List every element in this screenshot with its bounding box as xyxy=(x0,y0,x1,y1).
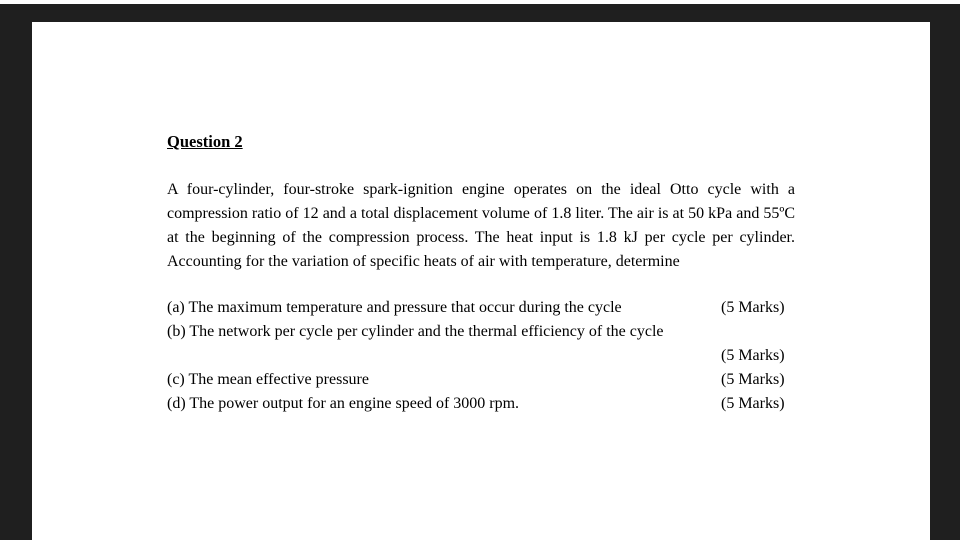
part-a-marks: (5 Marks) xyxy=(721,299,785,316)
part-c xyxy=(167,368,795,392)
part-b-text: (b) The network per cycle per cylinder and the thermal efficiency of the cycle xyxy=(167,323,664,340)
part-d xyxy=(167,392,795,416)
part-a-text: (a) The maximum temperature and pressure that occur during the cycle xyxy=(167,299,622,316)
part-b-marks: (5 Marks) xyxy=(721,347,785,364)
part-c-text: (c) The mean effective pressure xyxy=(167,371,369,388)
part-a xyxy=(167,296,795,320)
question-parts xyxy=(167,296,795,416)
document-page xyxy=(32,22,930,540)
part-d-marks: (5 Marks) xyxy=(721,395,785,412)
part-b xyxy=(167,320,795,344)
top-edge-strip xyxy=(0,0,960,4)
part-d-text: (d) The power output for an engine speed of 3000 rpm. xyxy=(167,395,520,412)
question-intro: A four-cylinder, four-stroke spark-ignition engine operates on the ideal Otto cycle with a compression ratio of 12 and a total displacement volume of 1.8 liter. The air is at 50 kPa and 55ºC at the beginning of the compression process. The heat input is 1.8 kJ per cycle per cylinder. Accounting for the variation of specific heats of air with temperature, determine xyxy=(167,181,795,270)
part-b-marks-row xyxy=(167,344,795,368)
question-block xyxy=(167,130,795,416)
question-title: Question 2 xyxy=(167,132,243,151)
part-c-marks: (5 Marks) xyxy=(721,371,785,388)
